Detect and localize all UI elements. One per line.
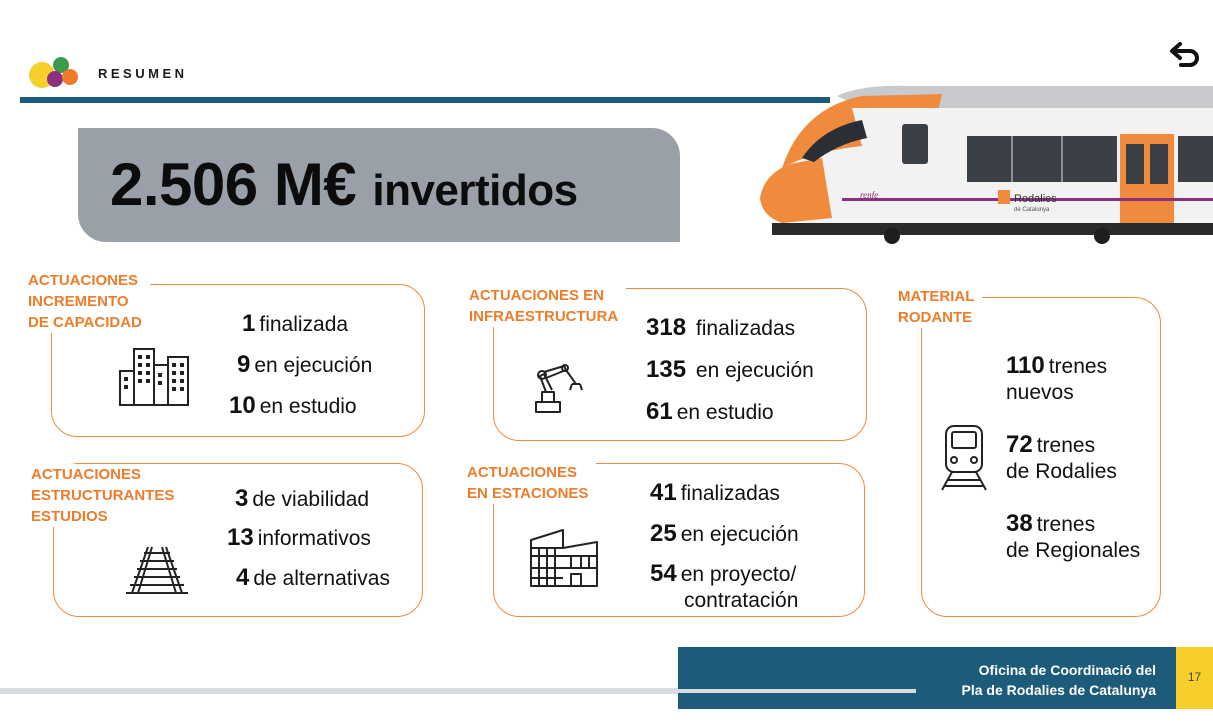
card-title: ACTUACIONES EN INFRAESTRUCTURA xyxy=(469,285,626,327)
stat-row: 318 finalizadas xyxy=(646,314,796,341)
stat-row: 25 en ejecución xyxy=(650,520,799,547)
stat-row: 61 en estudio xyxy=(646,398,774,425)
logo xyxy=(28,55,82,95)
stat-row: 1 finalizada xyxy=(242,310,349,337)
stat-row: 135 en ejecución xyxy=(646,356,814,383)
header-divider xyxy=(20,97,830,103)
railway-track-icon xyxy=(118,545,196,595)
card-title: MATERIAL RODANTE xyxy=(898,286,982,328)
train-image xyxy=(742,78,1213,246)
buildings-icon xyxy=(118,345,192,407)
card-title: ACTUACIONES INCREMENTO DE CAPACIDAD xyxy=(28,270,150,333)
section-title: RESUMEN xyxy=(98,66,188,81)
back-arrow-icon[interactable] xyxy=(1168,40,1202,70)
stat-row: 10 en estudio xyxy=(229,392,357,419)
stat-row: 38 trenes de Regionales xyxy=(1006,510,1141,562)
stat-row: 4 de alternativas xyxy=(236,564,390,591)
stat-row: 9 en ejecución xyxy=(237,351,373,378)
page-number: 17 xyxy=(1187,670,1202,684)
stat-row: 13 informativos xyxy=(227,524,371,551)
card-title: ACTUACIONES EN ESTACIONES xyxy=(467,462,596,504)
stat-row: 41 finalizadas xyxy=(650,479,780,506)
hero-amount: 2.506 M€ xyxy=(110,151,357,218)
train-icon xyxy=(938,424,990,492)
train-brand-label: Rodalies xyxy=(1014,193,1057,205)
hero-headline xyxy=(110,150,578,219)
hero-label: invertidos xyxy=(372,166,578,215)
stat-row: 110 trenes nuevos xyxy=(1006,352,1108,404)
stat-row: 72 trenes de Rodalies xyxy=(1006,431,1117,483)
stat-row: 3 de viabilidad xyxy=(235,485,370,512)
card-title: ACTUACIONES ESTRUCTURANTES ESTUDIOS xyxy=(31,464,182,527)
footer-line-2: Pla de Rodalies de Catalunya xyxy=(961,682,1156,698)
footer-line-1: Oficina de Coordinació del xyxy=(978,662,1156,678)
train-brand-sub: de Catalunya xyxy=(1014,207,1050,213)
train-operator-label: renfe xyxy=(860,190,879,200)
stat-row: 54 en proyecto/ contratación xyxy=(650,560,799,612)
footer-organization xyxy=(700,660,1156,700)
robot-arm-icon xyxy=(530,362,594,414)
station-building-icon xyxy=(527,526,601,588)
